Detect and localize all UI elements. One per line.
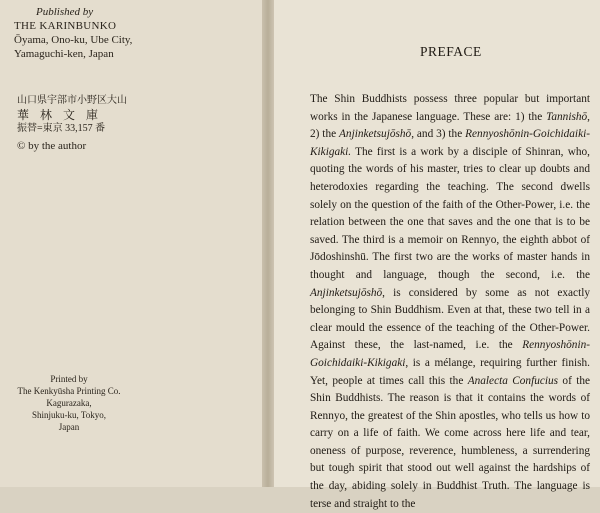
printer-address-line2: Shinjuku-ku, Tokyo, — [32, 410, 106, 420]
italic-title: Tannishō — [546, 110, 588, 123]
left-page — [0, 0, 262, 487]
text-segment: , is considered by some as not exactly belonging to Shin Buddhism. Even at that, these two tell in a clear mould the essence of the teaching of the Other-Power. Against these, the last-named, i.e. the — [310, 286, 590, 352]
publisher-name: THE KARINBUNKO — [14, 20, 117, 32]
jp-publisher-name: 華林文庫 — [17, 108, 110, 122]
publisher-address-line1: Ōyama, Ono-ku, Ube City, — [14, 34, 133, 46]
italic-title: Analecta Confucius — [467, 374, 559, 387]
copyright-notice: © by the author — [17, 140, 87, 152]
japanese-publisher-block — [17, 94, 127, 136]
text-segment: of the Shin Buddhists. The reason is that it contains the words of Rennyo, the greatest of the Shin apostles, who tells us how to carry on a life of faith. We come across here life and tear, oneness of purpose, reverence, humbleness, a surrendering but tough spirit that stood out well against the hardships of the day, abiding solely in Buddhist Truth. The language is terse and straight to the — [310, 374, 590, 510]
printer-address-line1: Kagurazaka, — [46, 398, 92, 408]
printer-name: The Kenkyūsha Printing Co. — [17, 386, 121, 396]
printed-by-label: Printed by — [50, 374, 88, 384]
publisher-block — [14, 5, 254, 61]
text-segment: , and 3) the — [411, 128, 466, 141]
book-gutter — [262, 0, 274, 487]
text-segment: The Shin Buddhists possess three popular but important works in the Japanese language. These are: 1) the — [310, 93, 590, 123]
italic-title: Anjinketsujōshō — [339, 128, 412, 141]
jp-address: 山口県宇部市小野区大山 — [17, 95, 127, 106]
text-segment: , 2) the — [310, 110, 590, 141]
text-segment: , is a mélange, requiring further finish. Yet, people at times call this the — [310, 356, 590, 387]
text-segment: The first is a work by a disciple of Shinran, who, quoting the words of his master, tries to clear up doubts and heterodoxies regarding the teaching. The second dwells solely on the question of the faith of the Other-Power, i.e. the relation between the one that saves and the one that is to be saved. The third is a memoir on Rennyo, the eighth abbot of Jōdoshinshū. The first two are the works of master hands in thought and language, though the second, i.e. the — [310, 145, 590, 281]
italic-title: Rennyoshōnin-Goichidaiki-Kikigaki — [310, 339, 590, 369]
italic-title: Anjinketsujōshō — [310, 286, 383, 299]
printer-block — [14, 373, 124, 433]
published-by-label: Published by — [36, 6, 94, 18]
publisher-address-line2: Yamaguchi-ken, Japan — [14, 48, 114, 60]
page-title: PREFACE — [420, 44, 482, 59]
italic-title: Rennyoshōnin-Goichidaiki-Kikigaki. — [310, 128, 590, 158]
preface-body — [310, 91, 590, 513]
preface-paragraph — [310, 91, 590, 513]
jp-account: 振替=東京 33,157 番 — [17, 123, 106, 134]
printer-address-line3: Japan — [58, 422, 80, 432]
